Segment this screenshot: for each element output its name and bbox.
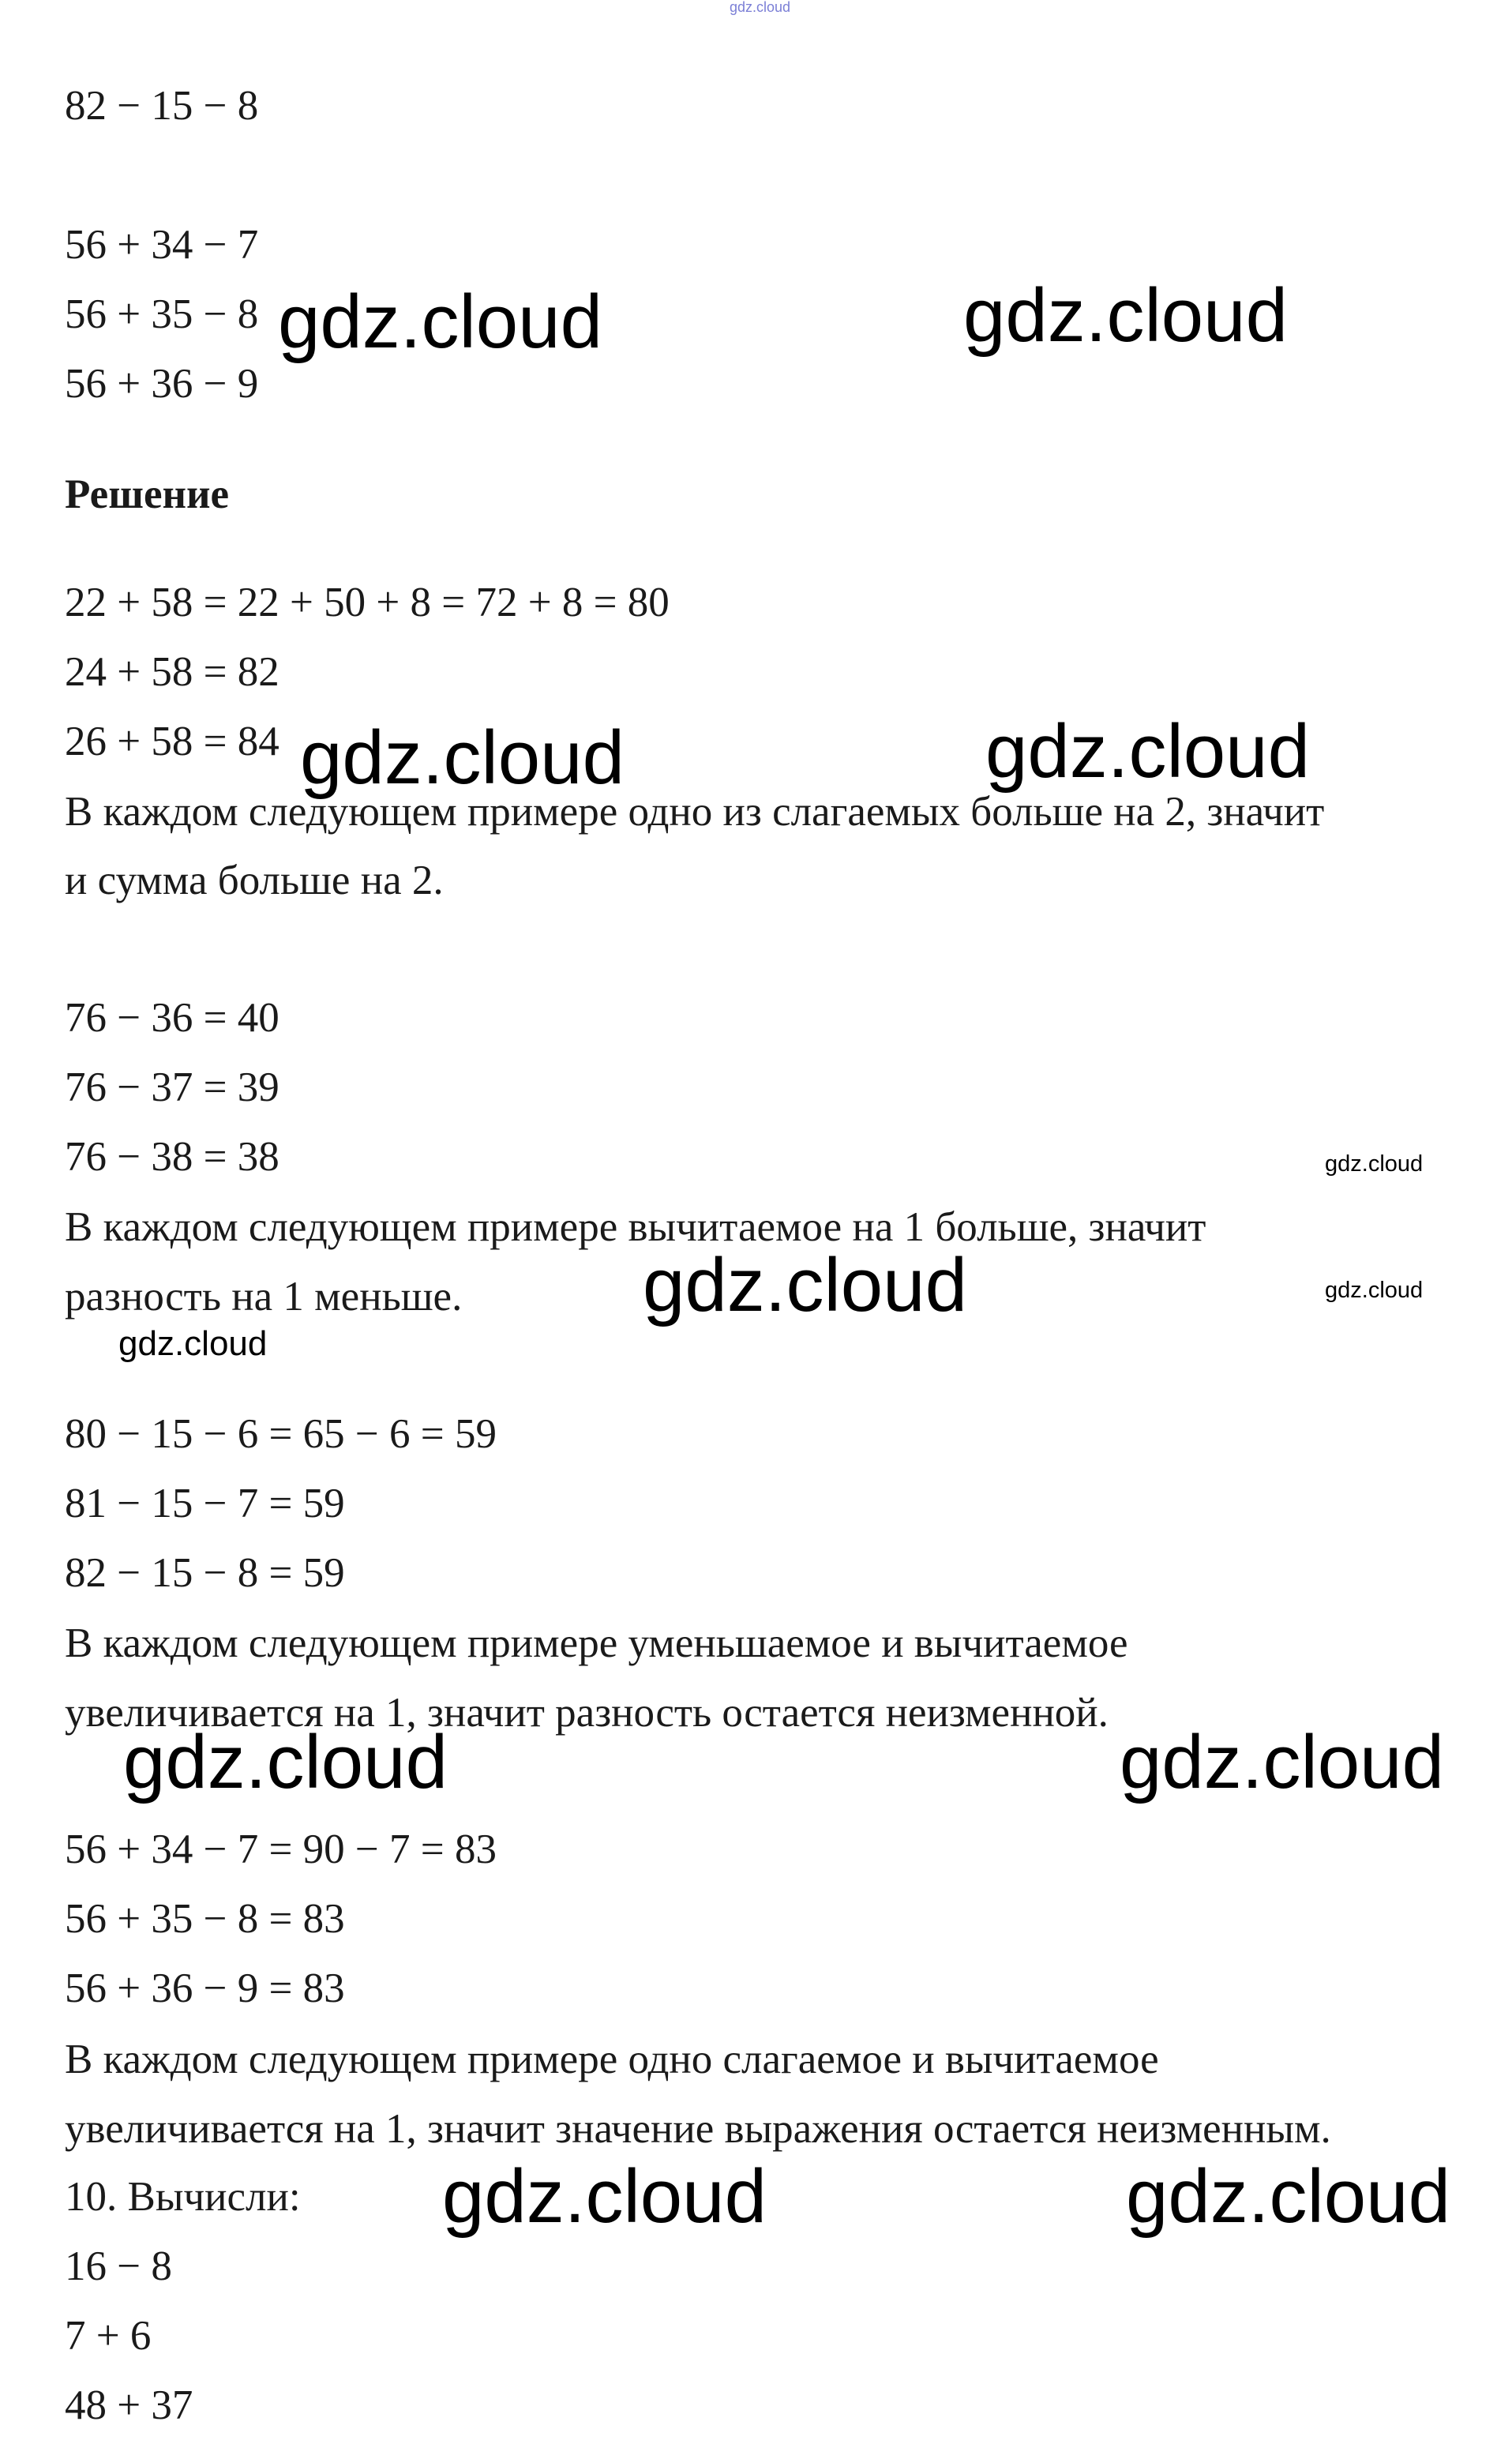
- expression-line: 56 + 35 − 8: [65, 291, 259, 337]
- explanation-line: В каждом следующем примере одно слагаемое и вычитаемое: [65, 2037, 1159, 2082]
- watermark: gdz.cloud: [643, 1243, 967, 1327]
- task-line: 48 + 37: [65, 2382, 193, 2428]
- watermark-top: gdz.cloud: [730, 0, 791, 15]
- explanation-line: В каждом следующем примере уменьшаемое и вычитаемое: [65, 1620, 1128, 1666]
- expression-line: 82 − 15 − 8: [65, 83, 259, 129]
- watermark: gdz.cloud: [1126, 2154, 1450, 2239]
- watermark: gdz.cloud: [278, 280, 602, 364]
- solution-line: 56 + 35 − 8 = 83: [65, 1896, 345, 1942]
- solution-line: 80 − 15 − 6 = 65 − 6 = 59: [65, 1411, 497, 1457]
- watermark: gdz.cloud: [963, 273, 1288, 358]
- solution-line: 82 − 15 − 8 = 59: [65, 1550, 345, 1596]
- solution-line: 76 − 37 = 39: [65, 1064, 280, 1110]
- task-line: 16 − 8: [65, 2243, 172, 2289]
- solution-line: 76 − 36 = 40: [65, 995, 280, 1041]
- task-heading: 10. Вычисли:: [65, 2174, 301, 2220]
- task-line: 7 + 6: [65, 2313, 152, 2359]
- solution-line: 56 + 36 − 9 = 83: [65, 1965, 345, 2011]
- solution-line: 24 + 58 = 82: [65, 649, 280, 695]
- watermark: gdz.cloud: [1325, 1278, 1424, 1303]
- watermark: gdz.cloud: [1325, 1151, 1424, 1177]
- watermark: gdz.cloud: [1120, 1720, 1444, 1804]
- expression-line: 56 + 34 − 7: [65, 222, 259, 268]
- explanation-line: В каждом следующем примере вычитаемое на 1 больше, значит: [65, 1204, 1206, 1250]
- expression-line: 56 + 36 − 9: [65, 361, 259, 407]
- explanation-line: увеличивается на 1, значит разность остается неизменной.: [65, 1690, 1109, 1736]
- watermark: gdz.cloud: [300, 715, 625, 800]
- watermark: gdz.cloud: [442, 2154, 767, 2239]
- explanation-line: разность на 1 меньше.: [65, 1274, 463, 1320]
- solution-line: 22 + 58 = 22 + 50 + 8 = 72 + 8 = 80: [65, 580, 670, 625]
- solution-heading: Решение: [65, 471, 230, 517]
- explanation-line: В каждом следующем примере одно из слагаемых больше на 2, значит: [65, 789, 1325, 835]
- solution-line: 76 − 38 = 38: [65, 1134, 280, 1180]
- watermark: gdz.cloud: [118, 1324, 268, 1363]
- explanation-line: и сумма больше на 2.: [65, 858, 444, 903]
- solution-line: 81 − 15 − 7 = 59: [65, 1481, 345, 1526]
- solution-line: 56 + 34 − 7 = 90 − 7 = 83: [65, 1826, 497, 1872]
- solution-line: 26 + 58 = 84: [65, 719, 280, 764]
- watermark: gdz.cloud: [123, 1720, 448, 1804]
- explanation-line: увеличивается на 1, значит значение выражения остается неизменным.: [65, 2106, 1331, 2152]
- watermark: gdz.cloud: [985, 709, 1310, 794]
